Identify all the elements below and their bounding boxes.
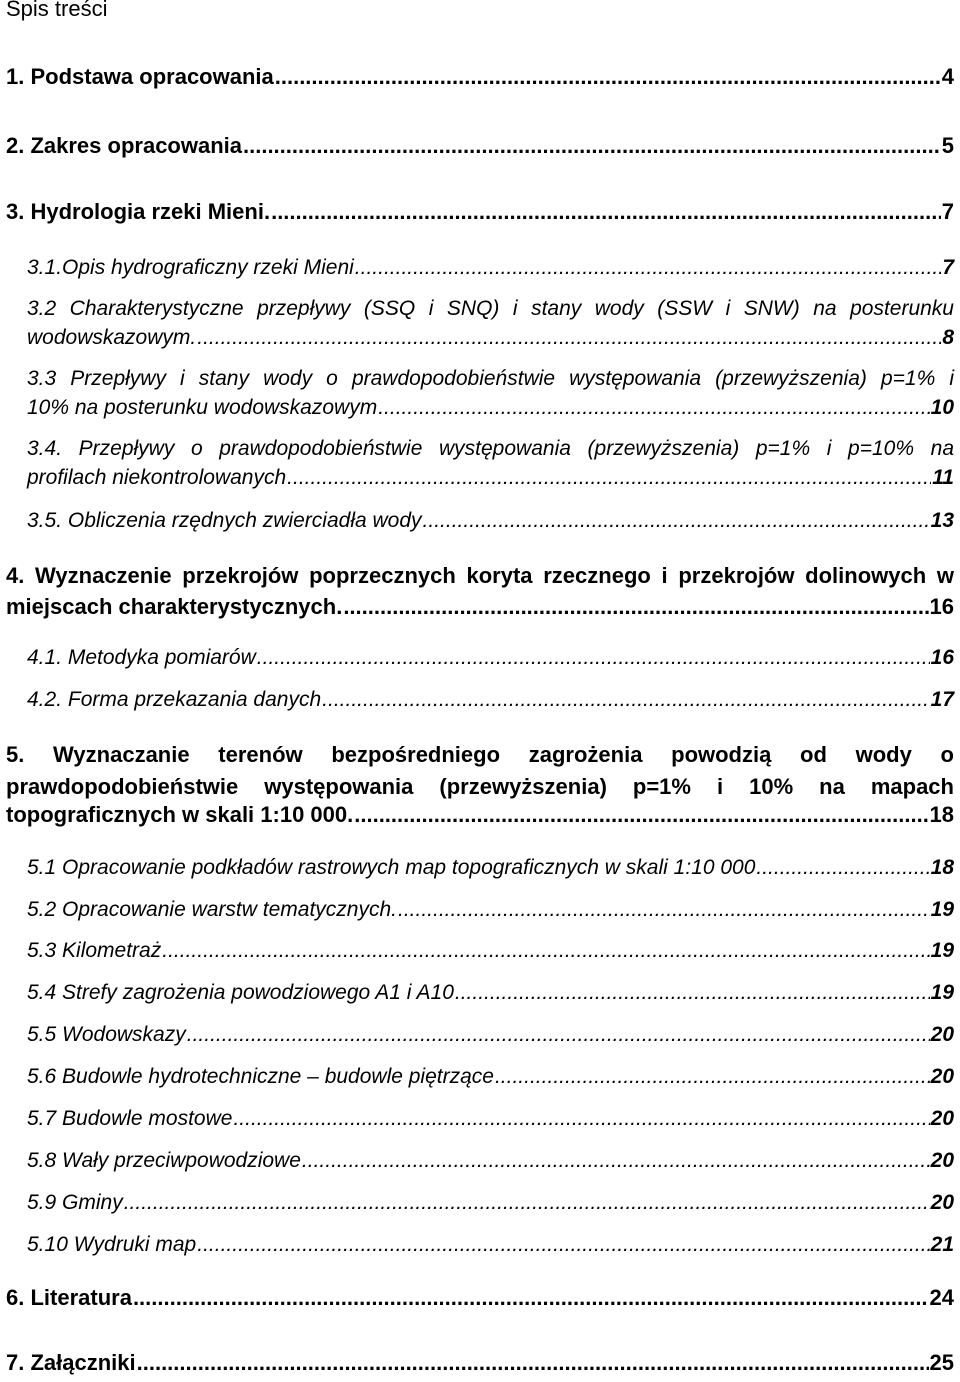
toc-page-number: 24: [929, 1285, 954, 1310]
toc-page-number: 4: [941, 64, 954, 89]
toc-entry-3-2-line1[interactable]: 3.2 Charakterystyczne przepływy (SSQ i SNQ) i stany wody (SSW i SNW) na posterunku: [27, 297, 954, 320]
toc-entry-2[interactable]: [6, 135, 954, 157]
toc-entry-1[interactable]: [6, 66, 954, 88]
toc-entry-title: 6. Literatura: [6, 1285, 132, 1310]
toc-entry-title: 4.2. Forma przekazania danych: [27, 688, 322, 711]
toc-entry-title: wodowskazowym.: [27, 326, 197, 349]
toc-leader-dots: [187, 1024, 930, 1045]
toc-entry-title: 4.1. Metodyka pomiarów: [27, 646, 256, 669]
toc-entry-title: 3.1.Opis hydrograficzny rzeki Mieni: [27, 256, 354, 279]
toc-leader-dots: [756, 857, 929, 878]
toc-entry-3[interactable]: [6, 201, 954, 223]
toc-page-number: 21: [930, 1233, 954, 1256]
toc-leader-dots: [197, 327, 941, 348]
toc-entry-5-4[interactable]: [27, 982, 954, 1003]
page-title: Spis treści: [6, 0, 108, 21]
toc-leader-dots: [423, 510, 930, 531]
toc-entry-title: 5.8 Wały przeciwpowodziowe: [27, 1149, 301, 1172]
toc-page-number: 20: [930, 1149, 954, 1172]
toc-entry-title: 5.5 Wodowskazy: [27, 1023, 186, 1046]
toc-entry-title: 5.3 Kilometraż: [27, 939, 162, 962]
toc-entry-5[interactable]: [6, 804, 954, 826]
toc-page-number: 5: [941, 133, 954, 158]
toc-leader-dots: [322, 689, 929, 710]
toc-leader-dots: [271, 201, 941, 223]
toc-leader-dots: [162, 940, 929, 961]
toc-page-number: 16: [930, 646, 954, 669]
toc-leader-dots: [343, 596, 928, 618]
toc-page-number: 20: [930, 1065, 954, 1088]
toc-page-number: 20: [930, 1191, 954, 1214]
toc-entry-5-5[interactable]: [27, 1024, 954, 1045]
toc-entry-5-line2[interactable]: prawdopodobieństwie występowania (przewyższenia) p=1% i 10% na mapach: [6, 774, 954, 799]
toc-leader-dots: [495, 1066, 930, 1087]
toc-entry-7[interactable]: [6, 1352, 954, 1374]
toc-entry-5-1[interactable]: [27, 857, 954, 878]
toc-page-number: 20: [930, 1107, 954, 1130]
toc-entry-5-2[interactable]: [27, 899, 954, 920]
toc-entry-6[interactable]: [6, 1287, 954, 1309]
toc-leader-dots: [124, 1192, 930, 1213]
toc-entry-3-4[interactable]: [27, 467, 954, 488]
toc-entry-4[interactable]: [6, 596, 954, 618]
toc-page-number: 7: [941, 199, 954, 224]
toc-leader-dots: [354, 804, 928, 826]
toc-page-number: 16: [929, 594, 954, 619]
toc-page-number: 13: [930, 509, 954, 532]
toc-entry-4-line1[interactable]: 4. Wyznaczenie przekrojów poprzecznych koryta rzecznego i przekrojów dolinowych w: [6, 563, 954, 588]
toc-leader-dots: [287, 467, 931, 488]
toc-page-number: 20: [930, 1023, 954, 1046]
toc-entry-5-8[interactable]: [27, 1150, 954, 1171]
toc-entry-title: topograficznych w skali 1:10 000.: [6, 802, 354, 827]
toc-leader-dots: [197, 1234, 929, 1255]
toc-page-number: 19: [930, 939, 954, 962]
toc-leader-dots: [378, 397, 929, 418]
toc-entry-4-2[interactable]: [27, 689, 954, 710]
toc-entry-title: 3.5. Obliczenia rzędnych zwierciadła wody: [27, 509, 422, 532]
toc-page-number: 10: [930, 396, 954, 419]
toc-leader-dots: [355, 257, 942, 278]
toc-entry-title: 5.4 Strefy zagrożenia powodziowego A1 i A10: [27, 981, 454, 1004]
toc-leader-dots: [133, 1287, 929, 1309]
toc-leader-dots: [455, 982, 930, 1003]
toc-page-number: 18: [930, 856, 954, 879]
toc-entry-3-1[interactable]: [27, 257, 954, 278]
toc-leader-dots: [302, 1150, 930, 1171]
toc-leader-dots: [233, 1108, 929, 1129]
toc-page-number: 17: [930, 688, 954, 711]
toc-page-number: 18: [929, 802, 954, 827]
toc-entry-3-4-line1[interactable]: 3.4. Przepływy o prawdopodobieństwie występowania (przewyższenia) p=1% i p=10% na: [27, 437, 954, 460]
toc-entry-title: profilach niekontrolowanych: [27, 466, 287, 489]
toc-entry-5-9[interactable]: [27, 1192, 954, 1213]
toc-entry-title: 1. Podstawa opracowania: [6, 64, 274, 89]
toc-entry-5-7[interactable]: [27, 1108, 954, 1129]
toc-entry-title: 5.10 Wydruki map: [27, 1233, 197, 1256]
toc-entry-title: 5.2 Opracowanie warstw tematycznych.: [27, 898, 397, 921]
toc-leader-dots: [243, 135, 941, 157]
toc-entry-title: 5.1 Opracowanie podkładów rastrowych map topograficznych w skali 1:10 000: [27, 856, 756, 879]
toc-page-number: 7: [942, 256, 954, 279]
toc-entry-title: 3. Hydrologia rzeki Mieni.: [6, 199, 271, 224]
toc-entry-title: 7. Załączniki: [6, 1350, 136, 1375]
toc-leader-dots: [137, 1352, 929, 1374]
toc-leader-dots: [275, 66, 941, 88]
toc-entry-title: 10% na posterunku wodowskazowym: [27, 396, 378, 419]
toc-leader-dots: [398, 899, 930, 920]
toc-entry-title: 2. Zakres opracowania: [6, 133, 242, 158]
toc-entry-title: 5.9 Gminy: [27, 1191, 123, 1214]
toc-entry-3-5[interactable]: [27, 510, 954, 531]
toc-page-number: 8: [942, 326, 954, 349]
toc-entry-3-2[interactable]: [27, 327, 954, 348]
toc-entry-title: 5.6 Budowle hydrotechniczne – budowle piętrzące: [27, 1065, 494, 1088]
toc-entry-3-3-line1[interactable]: 3.3 Przepływy i stany wody o prawdopodobieństwie występowania (przewyższenia) p=1% i: [27, 367, 954, 390]
toc-entry-5-3[interactable]: [27, 940, 954, 961]
toc-entry-4-1[interactable]: [27, 647, 954, 668]
toc-page-number: 11: [932, 466, 954, 489]
toc-page-number: 25: [929, 1350, 954, 1375]
toc-entry-title: 5.7 Budowle mostowe: [27, 1107, 233, 1130]
toc-entry-3-3[interactable]: [27, 397, 954, 418]
toc-entry-title: miejscach charakterystycznych.: [6, 594, 343, 619]
toc-entry-5-6[interactable]: [27, 1066, 954, 1087]
toc-leader-dots: [257, 647, 930, 668]
toc-page-number: 19: [930, 981, 954, 1004]
toc-entry-5-line1[interactable]: 5. Wyznaczanie terenów bezpośredniego zagrożenia powodzią od wody o: [6, 742, 954, 767]
toc-page-number: 19: [930, 898, 954, 921]
toc-entry-5-10[interactable]: [27, 1234, 954, 1255]
